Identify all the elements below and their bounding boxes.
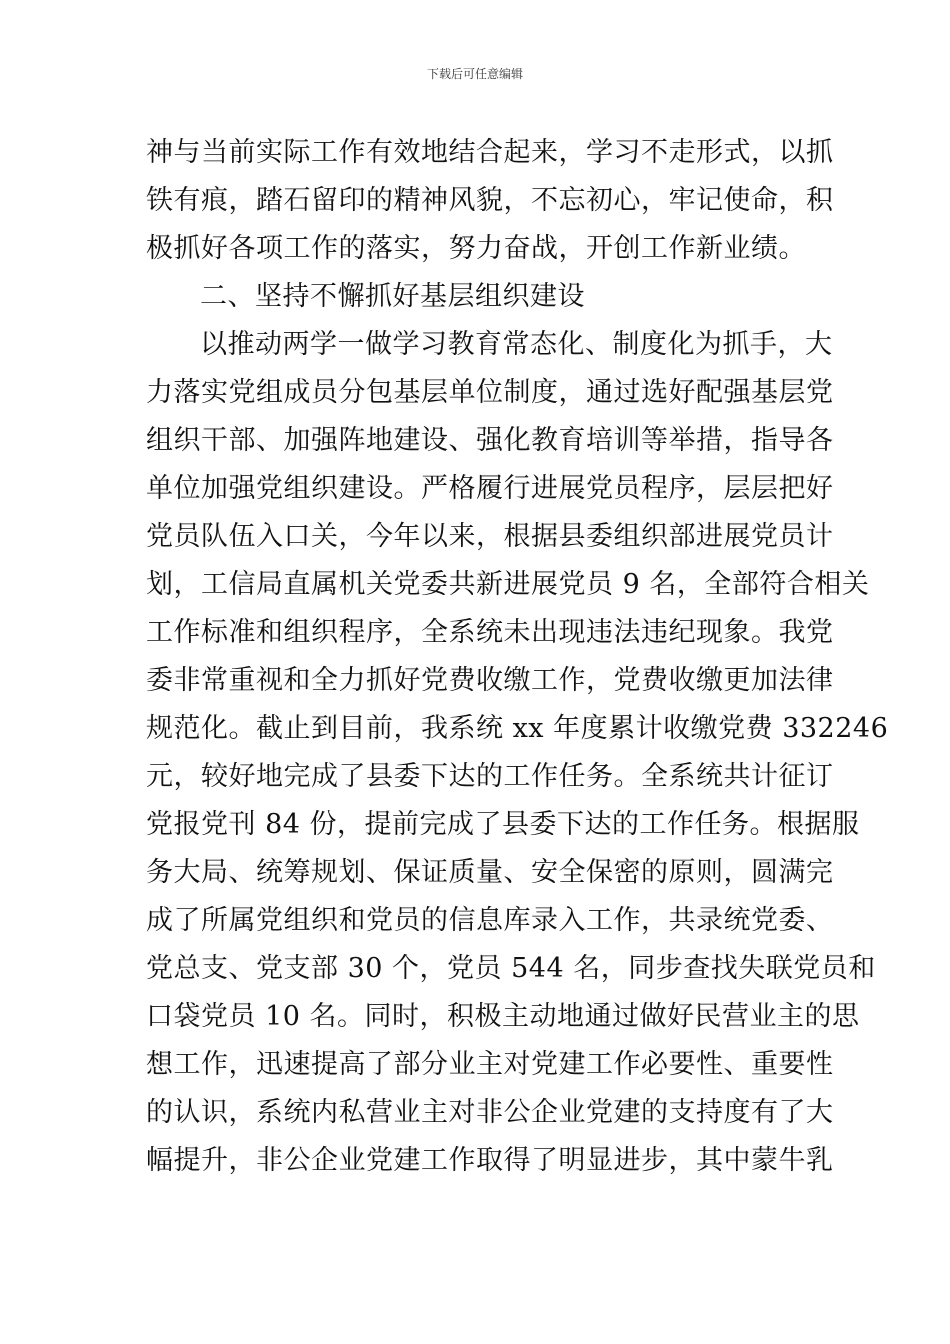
text-line: 组织干部、加强阵地建设、强化教育培训等举措，指导各 <box>146 425 834 456</box>
text-line: 神与当前实际工作有效地结合起来，学习不走形式，以抓 <box>146 137 834 168</box>
text-line: 规范化。截止到目前，我系统 xx 年度累计收缴党费 332246 <box>146 713 889 744</box>
text-line: 元，较好地完成了县委下达的工作任务。全系统共计征订 <box>146 761 834 792</box>
text-line: 工作标准和组织程序，全系统未出现违法违纪现象。我党 <box>146 617 834 648</box>
page-header: 下载后可任意编辑 <box>426 67 523 81</box>
text-line: 委非常重视和全力抓好党费收缴工作，党费收缴更加法律 <box>146 665 834 696</box>
text-line: 铁有痕，踏石留印的精神风貌，不忘初心，牢记使命，积 <box>146 185 834 216</box>
text-line: 党员队伍入口关，今年以来，根据县委组织部进展党员计 <box>146 521 834 552</box>
text-line: 口袋党员 10 名。同时，积极主动地通过做好民营业主的思 <box>146 1001 860 1032</box>
text-line: 极抓好各项工作的落实，努力奋战，开创工作新业绩。 <box>146 233 806 264</box>
text-line: 划，工信局直属机关党委共新进展党员 9 名，全部符合相关 <box>146 569 870 600</box>
document-body <box>146 129 889 1185</box>
text-line: 想工作，迅速提高了部分业主对党建工作必要性、重要性 <box>146 1049 834 1080</box>
text-line: 以推动两学一做学习教育常态化、制度化为抓手，大 <box>200 329 833 360</box>
text-line: 单位加强党组织建设。严格履行进展党员程序，层层把好 <box>146 473 834 504</box>
text-line: 的认识，系统内私营业主对非公企业党建的支持度有了大 <box>146 1097 834 1128</box>
text-line: 二、坚持不懈抓好基层组织建设 <box>200 281 585 312</box>
text-line: 党报党刊 84 份，提前完成了县委下达的工作任务。根据服 <box>146 809 860 840</box>
text-line: 党总支、党支部 30 个，党员 544 名，同步查找失联党员和 <box>146 953 876 984</box>
text-line: 务大局、统筹规划、保证质量、安全保密的原则，圆满完 <box>146 857 834 888</box>
text-line: 幅提升，非公企业党建工作取得了明显进步，其中蒙牛乳 <box>146 1145 834 1176</box>
text-line: 力落实党组成员分包基层单位制度，通过选好配强基层党 <box>146 377 834 408</box>
text-line: 成了所属党组织和党员的信息库录入工作，共录统党委、 <box>146 905 834 936</box>
